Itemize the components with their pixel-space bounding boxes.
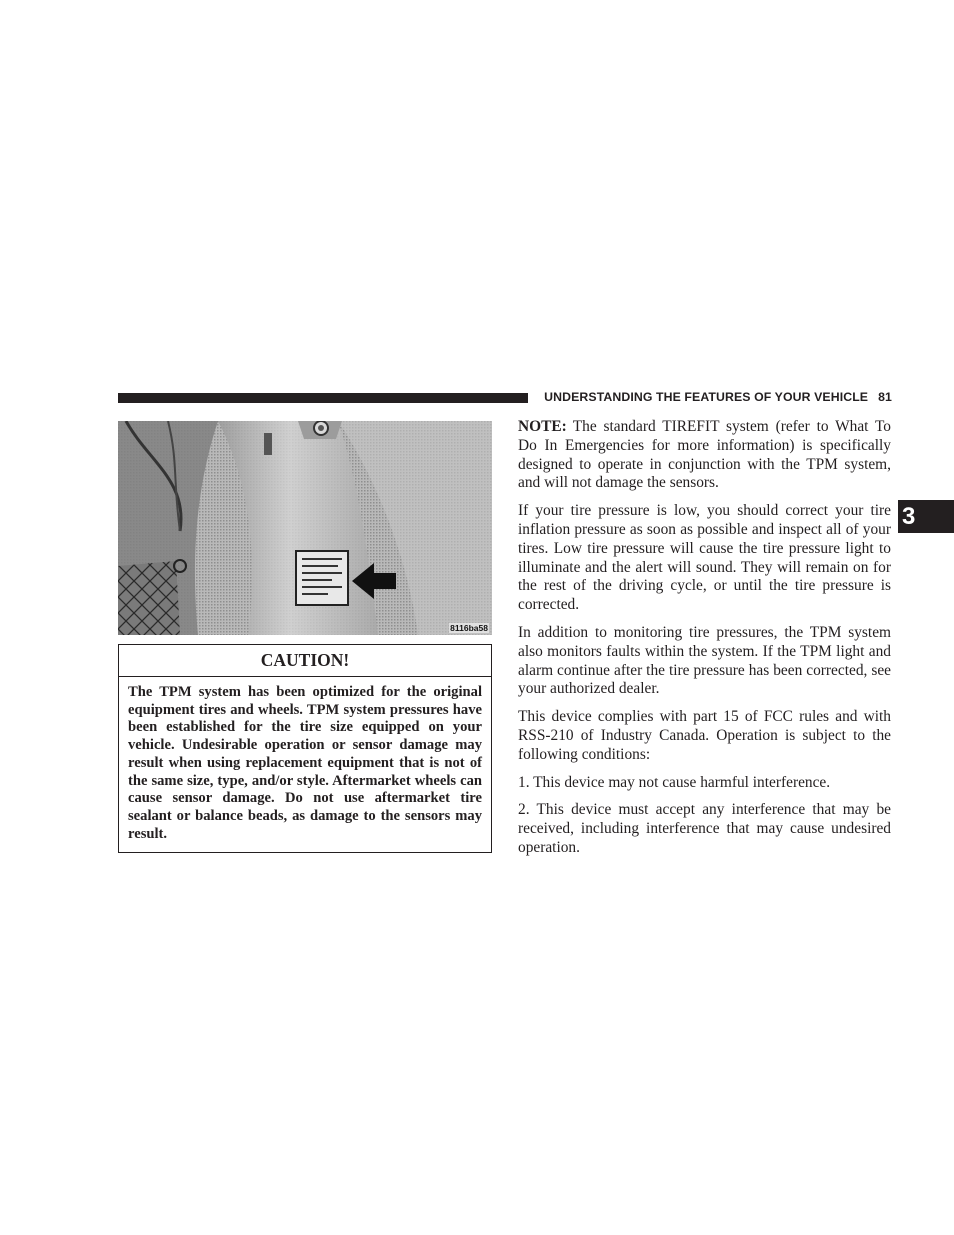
figure-id: 8116ba58: [450, 623, 488, 633]
caution-box: [118, 644, 492, 853]
page-number: 81: [878, 390, 892, 404]
photo-illustration: [118, 421, 492, 635]
caution-title: CAUTION!: [119, 645, 491, 677]
paragraph-fcc-compliance: This device complies with part 15 of FCC rules and with RSS-210 of Industry Canada. Operation is subject to the following conditions:: [518, 708, 891, 763]
right-column: [518, 418, 891, 867]
chapter-tab: 3: [898, 500, 954, 533]
condition-item-2: 2. This device must accept any interference that may be received, including interference that may cause undesired operation.: [518, 801, 891, 856]
note-paragraph: [518, 418, 891, 493]
header-rule: [118, 393, 528, 403]
header-title: UNDERSTANDING THE FEATURES OF YOUR VEHICLE: [544, 390, 869, 404]
tpm-label-location-photo: [118, 421, 492, 635]
caution-body: The TPM system has been optimized for the original equipment tires and wheels. TPM system pressures have been established for the tire size equipped on your vehicle. Undesirable operation or sensor damage may result when using replacement equipment that is not of the same size, type, and/or style. Aftermarket wheels can cause sensor damage. Do not use aftermarket tire sealant or balance beads, as damage to the sensors may result.: [128, 684, 482, 842]
note-label: NOTE:: [518, 418, 567, 435]
paragraph-fault-monitoring: In addition to monitoring tire pressures, the TPM system also monitors faults within the system. If the TPM light and alarm continue after the tire pressure has been corrected, see your authorized dealer.: [518, 623, 891, 698]
running-header: [538, 390, 892, 404]
condition-item-1: 1. This device may not cause harmful interference.: [518, 773, 831, 791]
paragraph-low-pressure: If your tire pressure is low, you should correct your tire inflation pressure as soon as possible and inspect all of your tires. Low tire pressure will cause the tire pressure light to illuminate and the alert will sound. They will remain on for the rest of the driving cycle, or until the tire pressure is corrected.: [518, 502, 891, 614]
note-text: The standard TIREFIT system (refer to What To Do In Emergencies for more information) is specifically designed to operate in conjunction with the TPM system, and will not damage the sensors.: [518, 418, 891, 492]
